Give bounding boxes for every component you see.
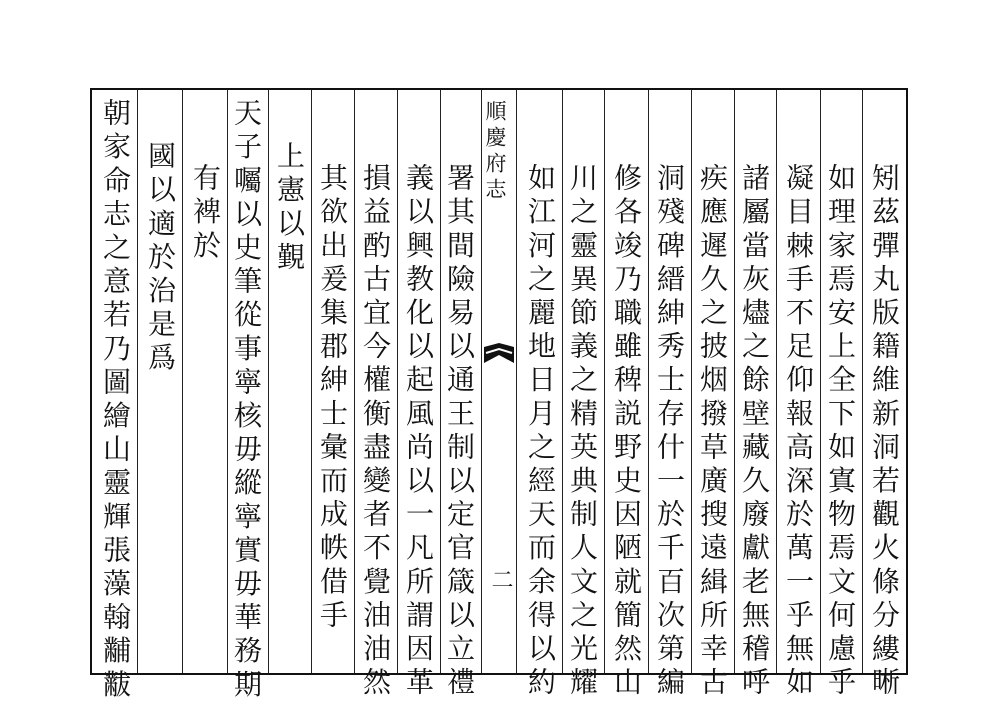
text-column (562, 90, 604, 701)
text-column (137, 90, 182, 673)
column-text: 凝目棘手不足仰報高深於萬一乎無如 (782, 163, 815, 701)
column-text: 川之靈異節義之精英典制人文之光耀 (566, 163, 599, 701)
column-text: 天子囑以史筆從事寧核毋縱寧實毋華務期 (230, 98, 263, 703)
center-spine (481, 90, 516, 673)
column-text: 損益酌古宜今權衡盡變者不覺油油然 (359, 163, 392, 701)
column-text: 朝家命志之意若乃圖繪山靈輝張藻翰黼黻 (99, 98, 132, 703)
column-text: 署其間險易以通王制以定官箴以立禮 (443, 163, 476, 701)
fish-tail-mark-icon (484, 343, 514, 363)
column-text: 洞殘碑縉紳秀士存什一於千百次第編 (653, 163, 686, 701)
book-title: 順慶府志 (483, 100, 507, 204)
text-column (691, 90, 734, 701)
text-column (776, 90, 820, 701)
text-column (648, 90, 691, 701)
text-column (516, 90, 562, 701)
column-text: 諸屬當灰燼之餘壁藏久廢獻老無稽呼 (738, 163, 771, 701)
column-text: 修各竣乃職雖稗説野史因陋就簡然山 (610, 163, 643, 701)
text-column (820, 90, 862, 701)
column-text: 其欲出爰集郡紳士彙而成帙借手 (316, 163, 349, 634)
text-column (862, 90, 906, 701)
text-column (227, 90, 268, 703)
page-frame (90, 88, 908, 703)
column-text: 國以適於治是爲 (144, 141, 177, 377)
text-column (92, 90, 137, 703)
page-number: 二 (488, 568, 513, 590)
column-text: 上憲以覲 (273, 141, 306, 276)
column-text: 如理家焉安上全下如寘物焉文何慮乎 (824, 163, 857, 701)
text-column (268, 90, 311, 673)
column-text: 如江河之麗地日月之經天而余得以約 (524, 163, 557, 701)
column-text: 有裨於 (189, 163, 222, 264)
column-text: 矧茲彈丸版籍維新洞若觀火條分縷晰 (868, 163, 901, 701)
text-column (354, 90, 397, 701)
text-column (397, 90, 440, 701)
text-column (604, 90, 648, 701)
text-column (734, 90, 776, 701)
text-column (311, 90, 354, 673)
text-column (182, 90, 227, 673)
column-text: 義以興教化以起風尚以一凡所謂因革 (402, 163, 435, 701)
column-text: 疾應遲久之披烟撥草廣搜遠緝所幸古 (696, 163, 729, 701)
